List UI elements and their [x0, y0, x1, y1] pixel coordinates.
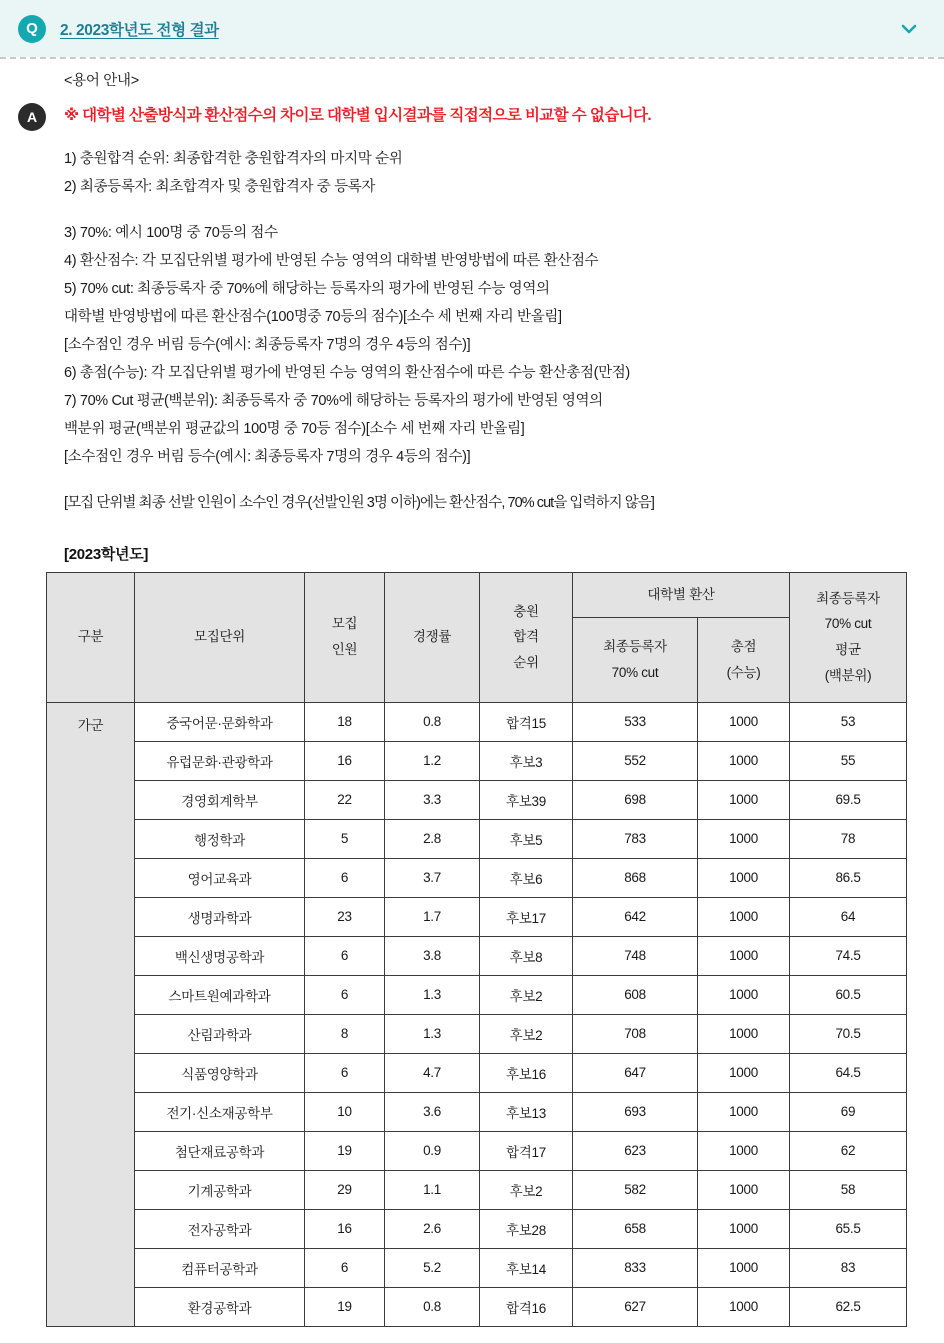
question-badge: Q — [18, 15, 46, 43]
cell-avg: 62 — [790, 1131, 907, 1170]
header-mojip — [305, 572, 385, 702]
cell-chungwon: 후보2 — [480, 1170, 573, 1209]
cell-mojip: 10 — [305, 1092, 385, 1131]
note-line-1: 1) 충원합격 순위: 최종합격한 충원합격자의 마지막 순위 — [64, 150, 403, 167]
cell-avg: 69.5 — [790, 780, 907, 819]
cell-mojip: 19 — [305, 1131, 385, 1170]
cell-competition: 4.7 — [385, 1053, 480, 1092]
cell-total: 1000 — [698, 975, 790, 1014]
cell-chungwon: 후보13 — [480, 1092, 573, 1131]
cell-unit: 백신생명공학과 — [135, 936, 305, 975]
cell-chungwon: 후보8 — [480, 936, 573, 975]
cell-unit: 전자공학과 — [135, 1209, 305, 1248]
cell-unit: 영어교육과 — [135, 858, 305, 897]
cell-mojip: 6 — [305, 936, 385, 975]
cell-total: 1000 — [698, 780, 790, 819]
answer-badge: A — [18, 103, 46, 131]
cell-mojip: 6 — [305, 858, 385, 897]
cell-total: 1000 — [698, 702, 790, 741]
cell-competition: 5.2 — [385, 1248, 480, 1287]
cell-total: 1000 — [698, 858, 790, 897]
cell-mojip: 23 — [305, 897, 385, 936]
cell-chungwon: 후보16 — [480, 1053, 573, 1092]
cell-competition: 2.6 — [385, 1209, 480, 1248]
cell-chungwon: 후보28 — [480, 1209, 573, 1248]
cell-total: 1000 — [698, 1170, 790, 1209]
note-line-11: [소수점인 경우 버림 등수(예시: 최종등록자 7명의 경우 4등의 점수)] — [64, 448, 471, 465]
cell-cut: 627 — [573, 1287, 698, 1326]
table-head — [47, 572, 907, 702]
cell-cut: 533 — [573, 702, 698, 741]
cell-chungwon: 후보2 — [480, 975, 573, 1014]
cell-total: 1000 — [698, 1248, 790, 1287]
cell-unit: 컴퓨터공학과 — [135, 1248, 305, 1287]
cell-chungwon: 후보6 — [480, 858, 573, 897]
table-row — [47, 1248, 907, 1287]
note-line-10: 백분위 평균(백분위 평균값의 100명 중 70등 점수)[소수 세 번째 자리 반올림] — [64, 420, 525, 437]
cell-total: 1000 — [698, 936, 790, 975]
cell-mojip: 22 — [305, 780, 385, 819]
header-final-avg — [790, 572, 907, 702]
note-line-2: 2) 최종등록자: 최초합격자 및 충원합격자 중 등록자 — [64, 178, 376, 195]
table-row — [47, 1287, 907, 1326]
table-row — [47, 858, 907, 897]
header-avg-line2: 70% cut — [824, 616, 872, 632]
cell-cut: 582 — [573, 1170, 698, 1209]
header-gubun: 구분 — [47, 572, 135, 702]
cell-total: 1000 — [698, 1131, 790, 1170]
cell-cut: 647 — [573, 1053, 698, 1092]
term-guide-heading: <용어 안내> — [64, 73, 139, 89]
footnote-spacer — [64, 471, 922, 489]
note-spacer — [64, 201, 922, 219]
cell-chungwon: 후보5 — [480, 819, 573, 858]
cell-avg: 69 — [790, 1092, 907, 1131]
header-final-cut — [573, 618, 698, 702]
header-total-line2: (수능) — [726, 664, 761, 680]
cell-total: 1000 — [698, 819, 790, 858]
cell-competition: 0.9 — [385, 1131, 480, 1170]
cell-competition: 2.8 — [385, 819, 480, 858]
header-final-cut-line2: 70% cut — [611, 664, 659, 680]
cell-avg: 55 — [790, 741, 907, 780]
header-chungwon-line3: 순위 — [513, 654, 539, 670]
cell-mojip: 6 — [305, 975, 385, 1014]
results-table-wrapper — [0, 572, 944, 1327]
cell-cut: 623 — [573, 1131, 698, 1170]
cell-competition: 1.2 — [385, 741, 480, 780]
cell-chungwon: 후보3 — [480, 741, 573, 780]
cell-cut: 693 — [573, 1092, 698, 1131]
table-row — [47, 1209, 907, 1248]
cell-cut: 708 — [573, 1014, 698, 1053]
group-cell-gagun: 가군 — [47, 702, 135, 1326]
cell-avg: 70.5 — [790, 1014, 907, 1053]
cell-mojip: 19 — [305, 1287, 385, 1326]
cell-cut: 833 — [573, 1248, 698, 1287]
table-row — [47, 780, 907, 819]
faq-title-link[interactable]: 2. 2023학년도 전형 결과 — [60, 21, 219, 39]
table-body — [47, 702, 907, 1326]
cell-avg: 62.5 — [790, 1287, 907, 1326]
cell-unit: 환경공학과 — [135, 1287, 305, 1326]
cell-competition: 3.3 — [385, 780, 480, 819]
header-mojip-line1: 모집 — [331, 616, 358, 632]
cell-mojip: 5 — [305, 819, 385, 858]
cell-cut: 748 — [573, 936, 698, 975]
table-row — [47, 936, 907, 975]
footnote-text: [모집 단위별 최종 선발 인원이 소수인 경우(선발인원 3명 이하)에는 환산점수, 70% cut을 입력하지 않음] — [64, 494, 654, 511]
cell-unit: 행정학과 — [135, 819, 305, 858]
cell-total: 1000 — [698, 1014, 790, 1053]
cell-mojip: 6 — [305, 1248, 385, 1287]
note-line-5: 5) 70% cut: 최종등록자 중 70%에 해당하는 등록자의 평가에 반영된 수능 영역의 — [64, 280, 550, 297]
header-avg-line1: 최종등록자 — [816, 590, 880, 606]
cell-chungwon: 합격15 — [480, 702, 573, 741]
cell-avg: 64 — [790, 897, 907, 936]
cell-total: 1000 — [698, 897, 790, 936]
cell-unit: 생명과학과 — [135, 897, 305, 936]
cell-competition: 0.8 — [385, 702, 480, 741]
table-row — [47, 897, 907, 936]
cell-unit: 식품영양학과 — [135, 1053, 305, 1092]
table-row — [47, 975, 907, 1014]
cell-competition: 1.3 — [385, 1014, 480, 1053]
table-row — [47, 819, 907, 858]
cell-competition: 3.8 — [385, 936, 480, 975]
cell-avg: 65.5 — [790, 1209, 907, 1248]
header-univ-conversion: 대학별 환산 — [573, 572, 790, 618]
cell-unit: 경영회계학부 — [135, 780, 305, 819]
cell-avg: 83 — [790, 1248, 907, 1287]
table-row — [47, 1014, 907, 1053]
cell-avg: 74.5 — [790, 936, 907, 975]
cell-unit: 중국어문·문화학과 — [135, 702, 305, 741]
note-line-4: 4) 환산점수: 각 모집단위별 평가에 반영된 수능 영역의 대학별 반영방법에 따른 환산점수 — [64, 252, 599, 269]
cell-cut: 608 — [573, 975, 698, 1014]
cell-competition: 1.7 — [385, 897, 480, 936]
cell-avg: 86.5 — [790, 858, 907, 897]
warning-text: ※ 대학별 산출방식과 환산점수의 차이로 대학별 입시결과를 직접적으로 비교할 수 없습니다. — [64, 107, 652, 125]
faq-answer-body — [0, 59, 944, 564]
cell-unit: 산림과학과 — [135, 1014, 305, 1053]
header-total-score — [698, 618, 790, 702]
cell-cut: 658 — [573, 1209, 698, 1248]
cell-cut: 642 — [573, 897, 698, 936]
cell-unit: 기계공학과 — [135, 1170, 305, 1209]
cell-total: 1000 — [698, 1092, 790, 1131]
note-line-8: 6) 총점(수능): 각 모집단위별 평가에 반영된 수능 영역의 환산점수에 따른 수능 환산총점(만점) — [64, 364, 630, 381]
cell-competition: 3.7 — [385, 858, 480, 897]
table-header-row-1 — [47, 572, 907, 618]
cell-competition: 3.6 — [385, 1092, 480, 1131]
cell-total: 1000 — [698, 1053, 790, 1092]
chevron-down-icon[interactable] — [896, 16, 922, 42]
note-line-7: [소수점인 경우 버림 등수(예시: 최종등록자 7명의 경우 4등의 점수)] — [64, 336, 471, 353]
cell-avg: 53 — [790, 702, 907, 741]
header-chungwon — [480, 572, 573, 702]
cell-total: 1000 — [698, 1209, 790, 1248]
cell-chungwon: 후보2 — [480, 1014, 573, 1053]
table-row — [47, 741, 907, 780]
cell-unit: 스마트원예과학과 — [135, 975, 305, 1014]
table-row — [47, 1092, 907, 1131]
note-line-6: 대학별 반영방법에 따른 환산점수(100명중 70등의 점수)[소수 세 번째 자리 반올림] — [64, 308, 562, 325]
header-unit: 모집단위 — [135, 572, 305, 702]
cell-competition: 1.3 — [385, 975, 480, 1014]
cell-avg: 64.5 — [790, 1053, 907, 1092]
cell-competition: 0.8 — [385, 1287, 480, 1326]
cell-mojip: 8 — [305, 1014, 385, 1053]
cell-chungwon: 후보14 — [480, 1248, 573, 1287]
header-chungwon-line2: 합격 — [513, 629, 539, 645]
cell-mojip: 18 — [305, 702, 385, 741]
header-final-cut-line1: 최종등록자 — [603, 639, 667, 655]
cell-unit: 유럽문화·관광학과 — [135, 741, 305, 780]
header-mojip-line2: 인원 — [331, 642, 358, 658]
cell-cut: 868 — [573, 858, 698, 897]
cell-mojip: 16 — [305, 1209, 385, 1248]
header-chungwon-line1: 충원 — [513, 603, 539, 619]
cell-unit: 전기·신소재공학부 — [135, 1092, 305, 1131]
note-line-3: 3) 70%: 예시 100명 중 70등의 점수 — [64, 224, 278, 241]
cell-total: 1000 — [698, 1287, 790, 1326]
note-line-9: 7) 70% Cut 평균(백분위): 최종등록자 중 70%에 해당하는 등록자의 평가에 반영된 영역의 — [64, 392, 603, 409]
cell-chungwon: 합격17 — [480, 1131, 573, 1170]
admission-results-table — [46, 572, 907, 1327]
cell-cut: 783 — [573, 819, 698, 858]
header-competition: 경쟁률 — [385, 572, 480, 702]
cell-mojip: 6 — [305, 1053, 385, 1092]
cell-competition: 1.1 — [385, 1170, 480, 1209]
cell-avg: 60.5 — [790, 975, 907, 1014]
cell-avg: 78 — [790, 819, 907, 858]
cell-chungwon: 합격16 — [480, 1287, 573, 1326]
header-avg-line4: (백분위) — [824, 667, 872, 683]
cell-unit: 첨단재료공학과 — [135, 1131, 305, 1170]
cell-cut: 698 — [573, 780, 698, 819]
header-avg-line3: 평균 — [835, 642, 861, 658]
header-total-line1: 총점 — [730, 639, 757, 655]
table-row — [47, 1053, 907, 1092]
table-row — [47, 1170, 907, 1209]
answer-content — [18, 73, 922, 564]
faq-header[interactable] — [0, 0, 944, 57]
cell-avg: 58 — [790, 1170, 907, 1209]
cell-total: 1000 — [698, 741, 790, 780]
table-row — [47, 702, 907, 741]
cell-chungwon: 후보39 — [480, 780, 573, 819]
cell-mojip: 29 — [305, 1170, 385, 1209]
year-label: [2023학년도] — [64, 545, 149, 563]
cell-cut: 552 — [573, 741, 698, 780]
cell-mojip: 16 — [305, 741, 385, 780]
table-row — [47, 1131, 907, 1170]
cell-chungwon: 후보17 — [480, 897, 573, 936]
